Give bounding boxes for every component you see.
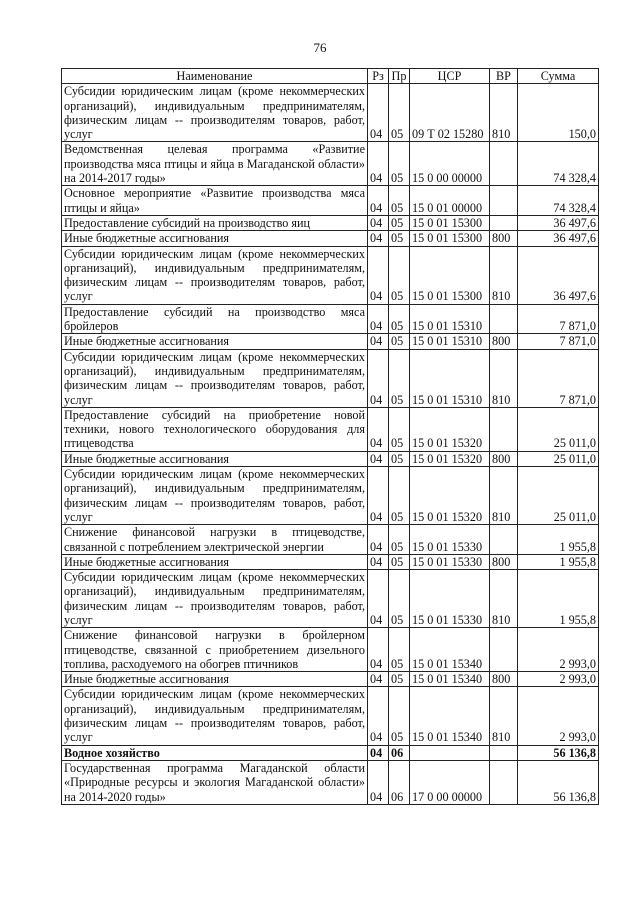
row-sum: 36 497,6 — [518, 231, 599, 246]
table-row — [62, 304, 599, 334]
row-pr: 05 — [389, 246, 410, 304]
table-row — [62, 672, 599, 687]
row-sum: 36 497,6 — [518, 246, 599, 304]
row-rz: 04 — [368, 304, 389, 334]
row-pr: 05 — [389, 349, 410, 407]
table-row — [62, 628, 599, 672]
row-sum: 1 955,8 — [518, 570, 599, 628]
table-row — [62, 349, 599, 407]
row-vr: 800 — [490, 672, 518, 687]
row-rz: 04 — [368, 687, 389, 745]
budget-table — [61, 68, 599, 805]
row-name: Иные бюджетные ассигнования — [62, 231, 368, 246]
row-pr: 05 — [389, 231, 410, 246]
row-name: Субсидии юридическим лицам (кроме некоммерческих организаций), индивидуальным предпринимателям, физическим лицам -- производителям товаров, работ, услуг — [62, 467, 368, 525]
row-vr — [490, 745, 518, 760]
row-csr: 15 0 01 15310 — [410, 349, 490, 407]
row-vr — [490, 628, 518, 672]
row-csr: 15 0 01 15300 — [410, 215, 490, 230]
row-sum: 25 011,0 — [518, 407, 599, 451]
row-pr: 05 — [389, 628, 410, 672]
table-row — [62, 231, 599, 246]
row-vr: 800 — [490, 334, 518, 349]
row-rz: 04 — [368, 407, 389, 451]
row-name: Субсидии юридическим лицам (кроме некоммерческих организаций), индивидуальным предпринимателям, физическим лицам -- производителям товаров, работ, услуг — [62, 570, 368, 628]
row-csr: 15 0 00 00000 — [410, 142, 490, 186]
page-number: 76 — [313, 40, 327, 55]
row-csr: 15 0 01 15330 — [410, 570, 490, 628]
row-pr: 05 — [389, 334, 410, 349]
table-row — [62, 451, 599, 466]
row-csr: 15 0 01 15310 — [410, 304, 490, 334]
row-name: Иные бюджетные ассигнования — [62, 672, 368, 687]
row-sum: 25 011,0 — [518, 467, 599, 525]
row-vr — [490, 304, 518, 334]
row-name: Субсидии юридическим лицам (кроме некоммерческих организаций), индивидуальным предпринимателям, физическим лицам -- производителям товаров, работ, услуг — [62, 246, 368, 304]
table-row — [62, 334, 599, 349]
row-pr: 05 — [389, 672, 410, 687]
row-rz: 04 — [368, 745, 389, 760]
row-name: Государственная программа Магаданской области «Природные ресурсы и экология Магаданской области» на 2014-2020 годы» — [62, 760, 368, 804]
row-rz: 04 — [368, 215, 389, 230]
row-rz: 04 — [368, 570, 389, 628]
row-sum: 74 328,4 — [518, 142, 599, 186]
header-pr: Пр — [389, 69, 410, 84]
row-vr: 810 — [490, 246, 518, 304]
header-rz: Рз — [368, 69, 389, 84]
row-csr: 09 Т 02 15280 — [410, 84, 490, 142]
row-csr: 15 0 01 15340 — [410, 628, 490, 672]
row-sum: 56 136,8 — [518, 745, 599, 760]
header-sum: Сумма — [518, 69, 599, 84]
row-vr — [490, 215, 518, 230]
row-name: Снижение финансовой нагрузки в птицеводстве, связанной с потреблением электрической энергии — [62, 525, 368, 555]
row-csr: 15 0 01 15340 — [410, 687, 490, 745]
row-csr: 15 0 01 15330 — [410, 525, 490, 555]
row-vr — [490, 142, 518, 186]
row-pr: 05 — [389, 142, 410, 186]
row-name: Предоставление субсидий на приобретение новой техники, нового технологического оборудования для птицеводства — [62, 407, 368, 451]
row-pr: 05 — [389, 407, 410, 451]
table-row — [62, 525, 599, 555]
row-sum: 1 955,8 — [518, 554, 599, 569]
table-row — [62, 142, 599, 186]
row-vr — [490, 760, 518, 804]
row-pr: 05 — [389, 451, 410, 466]
row-rz: 04 — [368, 334, 389, 349]
row-name: Предоставление субсидий на производство яиц — [62, 215, 368, 230]
row-pr: 05 — [389, 84, 410, 142]
row-vr: 810 — [490, 467, 518, 525]
row-csr: 17 0 00 00000 — [410, 760, 490, 804]
row-pr: 05 — [389, 570, 410, 628]
table-header-row — [62, 69, 599, 84]
row-vr: 810 — [490, 84, 518, 142]
row-sum: 36 497,6 — [518, 215, 599, 230]
row-vr: 800 — [490, 231, 518, 246]
row-name: Ведомственная целевая программа «Развитие производства мяса птицы и яйца в Магаданской области» на 2014-2017 годы» — [62, 142, 368, 186]
row-name: Водное хозяйство — [62, 745, 368, 760]
row-vr: 810 — [490, 687, 518, 745]
row-csr — [410, 745, 490, 760]
row-pr: 05 — [389, 554, 410, 569]
row-rz: 04 — [368, 231, 389, 246]
table-row — [62, 215, 599, 230]
table-row — [62, 467, 599, 525]
table-row — [62, 554, 599, 569]
row-csr: 15 0 01 15300 — [410, 246, 490, 304]
header-csr: ЦСР — [410, 69, 490, 84]
table-body — [62, 84, 599, 805]
table-row — [62, 745, 599, 760]
row-sum: 25 011,0 — [518, 451, 599, 466]
row-name: Иные бюджетные ассигнования — [62, 451, 368, 466]
row-vr — [490, 407, 518, 451]
row-csr: 15 0 01 15300 — [410, 231, 490, 246]
row-name: Иные бюджетные ассигнования — [62, 334, 368, 349]
row-rz: 04 — [368, 451, 389, 466]
table-row — [62, 84, 599, 142]
table-row — [62, 186, 599, 216]
row-pr: 05 — [389, 186, 410, 216]
table-row — [62, 246, 599, 304]
row-sum: 56 136,8 — [518, 760, 599, 804]
row-csr: 15 0 01 15330 — [410, 554, 490, 569]
row-rz: 04 — [368, 554, 389, 569]
row-rz: 04 — [368, 628, 389, 672]
row-vr: 810 — [490, 570, 518, 628]
row-sum: 150,0 — [518, 84, 599, 142]
row-rz: 04 — [368, 142, 389, 186]
row-vr: 810 — [490, 349, 518, 407]
row-pr: 05 — [389, 687, 410, 745]
row-name: Предоставление субсидий на производство мяса бройлеров — [62, 304, 368, 334]
header-name: Наименование — [62, 69, 368, 84]
row-name: Субсидии юридическим лицам (кроме некоммерческих организаций), индивидуальным предпринимателям, физическим лицам -- производителям товаров, работ, услуг — [62, 349, 368, 407]
row-name: Иные бюджетные ассигнования — [62, 554, 368, 569]
row-sum: 7 871,0 — [518, 349, 599, 407]
row-pr: 05 — [389, 525, 410, 555]
row-csr: 15 0 01 15310 — [410, 334, 490, 349]
row-csr: 15 0 01 15320 — [410, 467, 490, 525]
row-csr: 15 0 01 15320 — [410, 451, 490, 466]
row-rz: 04 — [368, 672, 389, 687]
row-rz: 04 — [368, 467, 389, 525]
row-name: Основное мероприятие «Развитие производства мяса птицы и яйца» — [62, 186, 368, 216]
row-sum: 7 871,0 — [518, 334, 599, 349]
row-pr: 06 — [389, 745, 410, 760]
row-rz: 04 — [368, 246, 389, 304]
row-csr: 15 0 01 15320 — [410, 407, 490, 451]
row-rz: 04 — [368, 525, 389, 555]
row-pr: 06 — [389, 760, 410, 804]
row-pr: 05 — [389, 467, 410, 525]
row-pr: 05 — [389, 215, 410, 230]
table-row — [62, 687, 599, 745]
row-sum: 74 328,4 — [518, 186, 599, 216]
table-row — [62, 407, 599, 451]
row-vr: 800 — [490, 554, 518, 569]
table-row — [62, 570, 599, 628]
row-sum: 2 993,0 — [518, 687, 599, 745]
header-vr: ВР — [490, 69, 518, 84]
row-csr: 15 0 01 15340 — [410, 672, 490, 687]
row-csr: 15 0 01 00000 — [410, 186, 490, 216]
row-sum: 1 955,8 — [518, 525, 599, 555]
row-vr — [490, 186, 518, 216]
row-rz: 04 — [368, 84, 389, 142]
row-rz: 04 — [368, 349, 389, 407]
row-name: Субсидии юридическим лицам (кроме некоммерческих организаций), индивидуальным предпринимателям, физическим лицам -- производителям товаров, работ, услуг — [62, 687, 368, 745]
row-sum: 2 993,0 — [518, 672, 599, 687]
row-rz: 04 — [368, 760, 389, 804]
row-vr: 800 — [490, 451, 518, 466]
row-vr — [490, 525, 518, 555]
row-sum: 7 871,0 — [518, 304, 599, 334]
row-name: Снижение финансовой нагрузки в бройлерном птицеводстве, связанной с приобретением дизельного топлива, расходуемого на обогрев птичников — [62, 628, 368, 672]
row-pr: 05 — [389, 304, 410, 334]
table-row — [62, 760, 599, 804]
row-sum: 2 993,0 — [518, 628, 599, 672]
row-name: Субсидии юридическим лицам (кроме некоммерческих организаций), индивидуальным предпринимателям, физическим лицам -- производителям товаров, работ, услуг — [62, 84, 368, 142]
row-rz: 04 — [368, 186, 389, 216]
